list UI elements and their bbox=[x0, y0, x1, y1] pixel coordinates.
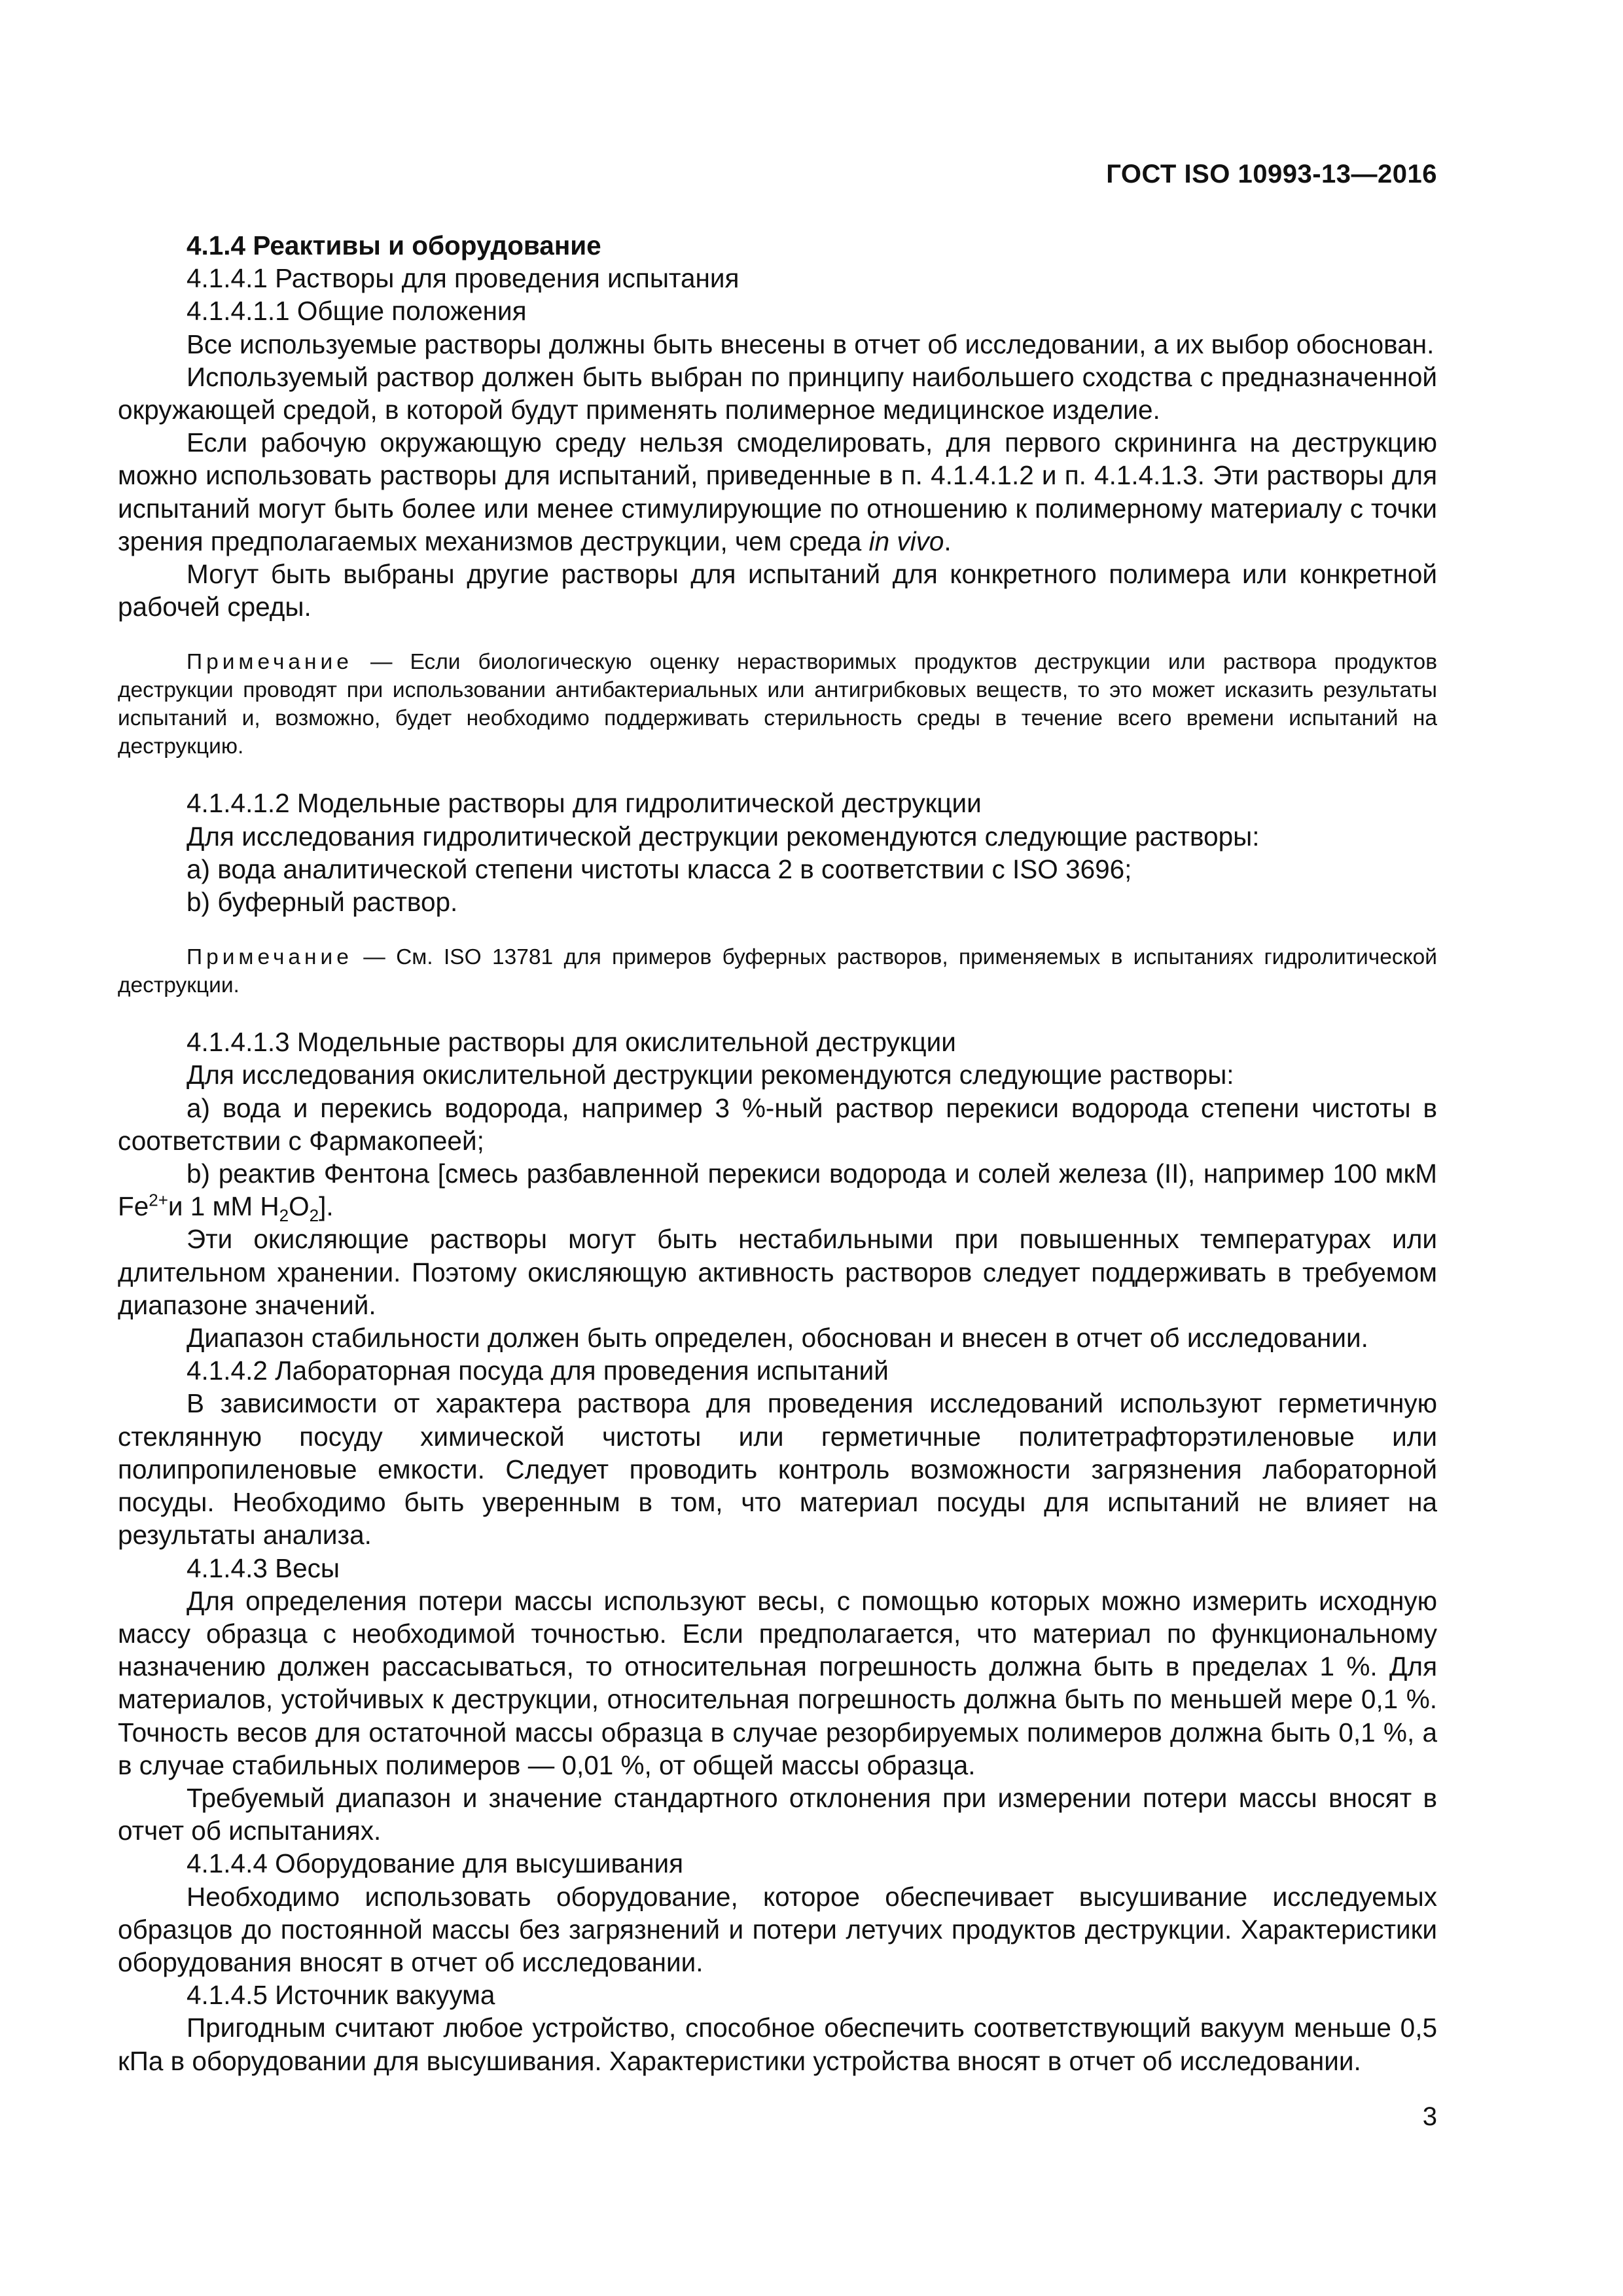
list-item: b) буферный раствор. bbox=[187, 887, 458, 918]
subsection-heading: 4.1.4.3 Весы bbox=[187, 1552, 340, 1583]
note bbox=[118, 943, 1437, 999]
superscript: 2+ bbox=[149, 1190, 168, 1210]
list-item-text: ]. bbox=[319, 1191, 334, 1222]
note-label: Примечание bbox=[187, 650, 353, 675]
list-item bbox=[118, 1157, 1437, 1226]
paragraph-text: Если рабочую окружающую среду нельзя смоделировать, для первого скрининга на деструкцию можно использовать растворы для испытаний, приведенные в п. 4.1.4.1.2 и п. 4.1.4.1.3. Эти растворы для испытаний могут быть более или менее стимулирующие по отношению к полимерному материалу с точки зрения предполагаемых механизмов деструкции, чем среда bbox=[118, 427, 1437, 556]
subsection-heading: 4.1.4.1 Растворы для проведения испытания bbox=[187, 263, 740, 294]
paragraph: В зависимости от характера раствора для проведения исследований используют герметичную стеклянную посуду химической чистоты или герметичные политетрафторэтиленовые или полипропиленовые емкости. Следует проводить контроль возможности загрязнения лабораторной посуды. Необходимо быть уверенным в том, что материал посуды для испытаний не влияет на результаты анализа. bbox=[118, 1388, 1437, 1551]
paragraph: Требуемый диапазон и значение стандартного отклонения при измерении потери массы вносят в отчет об испытаниях. bbox=[118, 1782, 1437, 1846]
subscript: 2 bbox=[279, 1206, 289, 1226]
subsection-heading: 4.1.4.1.3 Модельные растворы для окислительной деструкции bbox=[187, 1027, 956, 1058]
list-item-text: b) реактив Фентона [смесь разбавленной перекиси водорода и солей железа (II), например 100 мкМ Fe bbox=[118, 1158, 1437, 1222]
list-item-text: O bbox=[289, 1191, 310, 1222]
paragraph bbox=[118, 426, 1437, 558]
note bbox=[118, 648, 1437, 761]
list-item-text: и 1 мМ H bbox=[168, 1191, 279, 1222]
paragraph: Для исследования окислительной деструкции рекомендуются следующие растворы: bbox=[187, 1060, 1234, 1090]
section-heading: 4.1.4 Реактивы и оборудование bbox=[187, 230, 601, 260]
paragraph: Диапазон стабильности должен быть определен, обоснован и внесен в отчет об исследовании. bbox=[187, 1323, 1368, 1354]
document-body bbox=[118, 229, 1437, 2077]
paragraph: Используемый раствор должен быть выбран по принципу наибольшего сходства с предназначенной окружающей средой, в которой будут применять полимерное медицинское изделие. bbox=[118, 361, 1437, 425]
paragraph: Необходимо использовать оборудование, которое обеспечивает высушивание исследуемых образцов до постоянной массы без загрязнений и потери летучих продуктов деструкции. Характеристики оборудования вносят в отчет об исследовании. bbox=[118, 1881, 1437, 1977]
paragraph: Пригодным считают любое устройство, способное обеспечить соответствующий вакуум меньше 0,5 кПа в оборудовании для высушивания. Характеристики устройства вносят в отчет об исследовании. bbox=[118, 2013, 1437, 2076]
subsection-heading: 4.1.4.4 Оборудование для высушивания bbox=[187, 1848, 683, 1879]
paragraph: Для исследования гидролитической деструкции рекомендуются следующие растворы: bbox=[187, 821, 1260, 852]
paragraph: Для определения потери массы используют весы, с помощью которых можно измерить исходную массу образца с необходимой точностью. Если предполагается, что материал по функциональному назначению должен рассасываться, то относительная погрешность должна быть в пределах 1 %. Для материалов, устойчивых к деструкции, относительная погрешность должна быть по меньшей мере 0,1 %. Точность весов для остаточной массы образца в случае резорбируемых полимеров должна быть 0,1 %, а в случае стабильных полимеров — 0,01 %, от общей массы образца. bbox=[118, 1585, 1437, 1780]
note-label: Примечание bbox=[187, 945, 353, 970]
paragraph-text: . bbox=[944, 526, 952, 556]
subscript: 2 bbox=[309, 1206, 319, 1226]
subsection-heading: 4.1.4.5 Источник вакуума bbox=[187, 1980, 495, 2011]
list-item: a) вода и перекись водорода, например 3 %-ный раствор перекиси водорода степени чистоты в соответствии с Фармакопеей; bbox=[118, 1092, 1437, 1156]
paragraph: Эти окисляющие растворы могут быть нестабильными при повышенных температурах или длительном хранении. Поэтому окисляющую активность растворов следует поддерживать в требуемом диапазоне значений. bbox=[118, 1224, 1437, 1320]
subsection-heading: 4.1.4.1.1 Общие положения bbox=[187, 296, 527, 327]
italic-term: in vivo bbox=[868, 526, 944, 556]
paragraph: Могут быть выбраны другие растворы для испытаний для конкретного полимера или конкретной рабочей среды. bbox=[118, 559, 1437, 622]
page-number: 3 bbox=[1422, 2102, 1437, 2131]
subsection-heading: 4.1.4.2 Лабораторная посуда для проведения испытаний bbox=[187, 1355, 889, 1386]
list-item: a) вода аналитической степени чистоты класса 2 в соответствии с ISO 3696; bbox=[187, 853, 1132, 884]
document-header: ГОСТ ISO 10993-13—2016 bbox=[1106, 160, 1437, 188]
note-text: — Если биологическую оценку нерастворимых продуктов деструкции или раствора продуктов деструкции проводят при использовании антибактериальных или антигрибковых веществ, то это может исказить результаты испытаний и, возможно, будет необходимо поддерживать стерильность среды в течение всего времени испытаний на деструкцию. bbox=[118, 650, 1437, 759]
note-text: — См. ISO 13781 для примеров буферных растворов, применяемых в испытаниях гидролитической деструкции. bbox=[118, 945, 1437, 998]
paragraph: Все используемые растворы должны быть внесены в отчет об исследовании, а их выбор обоснован. bbox=[187, 329, 1435, 359]
subsection-heading: 4.1.4.1.2 Модельные растворы для гидролитической деструкции bbox=[187, 788, 982, 819]
